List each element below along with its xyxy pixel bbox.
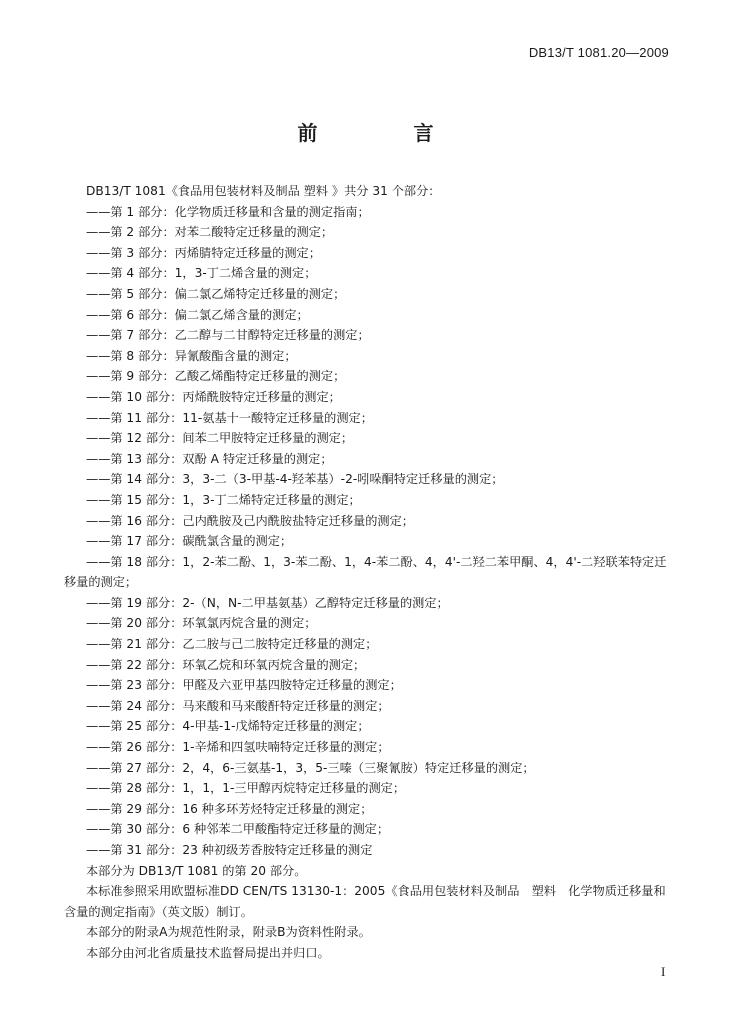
- part-label: ——第 6 部分：: [86, 307, 175, 322]
- part-text: 1，3-丁二烯特定迁移量的测定；: [182, 492, 361, 507]
- part-text: 16 种多环芳烃特定迁移量的测定；: [182, 801, 373, 816]
- part-text: 6 种邻苯二甲酸酯特定迁移量的测定；: [182, 822, 390, 837]
- part-text: 乙二胺与己二胺特定迁移量的测定；: [182, 637, 378, 652]
- part-label: ——第 24 部分：: [86, 698, 183, 713]
- part-label: ——第 15 部分：: [86, 492, 183, 507]
- list-item: [64, 222, 674, 243]
- list-item: [64, 758, 674, 779]
- list-item: [64, 202, 674, 223]
- paragraph: 本部分的附录A为规范性附录，附录B为资料性附录。: [86, 925, 371, 940]
- part-text: 3，3-二（3-甲基-4-羟苯基）-2-吲哚酮特定迁移量的测定；: [182, 472, 504, 487]
- part-text: 1，3-丁二烯含量的测定；: [174, 266, 317, 281]
- part-label: ——第 23 部分：: [86, 678, 183, 693]
- part-label: ——第 14 部分：: [86, 472, 183, 487]
- part-label: ——第 5 部分：: [86, 286, 175, 301]
- part-text: 间苯二甲胺特定迁移量的测定；: [182, 431, 354, 446]
- list-item: [64, 634, 674, 655]
- part-text: 23 种初级芳香胺特定迁移量的测定: [182, 843, 373, 857]
- list-item: [64, 593, 674, 614]
- part-text: 环氧乙烷和环氧丙烷含量的测定；: [182, 657, 366, 672]
- part-label: ——第 20 部分：: [86, 616, 183, 631]
- part-text: 马来酸和马来酸酐特定迁移量的测定；: [182, 698, 390, 713]
- part-text: 丙烯腈特定迁移量的测定；: [174, 245, 321, 260]
- part-label: ——第 31 部分：: [86, 843, 183, 857]
- part-text: 1-辛烯和四氢呋喃特定迁移量的测定；: [182, 740, 390, 755]
- list-item: [64, 799, 674, 820]
- paragraph: 本标准参照采用欧盟标准DD CEN/TS 13130-1：2005《食品用包装材料及制品 塑料 化学物质迁移量和含量的测定指南》（英文版）制订。: [64, 884, 666, 919]
- part-label: ——第 18 部分：: [86, 554, 183, 569]
- part-label: ——第 10 部分：: [86, 389, 183, 404]
- part-label: ——第 29 部分：: [86, 801, 183, 816]
- part-text: 双酚 A 特定迁移量的测定；: [182, 451, 333, 466]
- part-text: 1，2-苯二酚、1，3-苯二酚、1，4-苯二酚、4，4'-二羟二苯甲酮、4，4'-二羟联苯特定迁移量的测定；: [64, 554, 667, 590]
- part-text: 丙烯酰胺特定迁移量的测定；: [182, 389, 341, 404]
- part-text: 对苯二酸特定迁移量的测定；: [174, 225, 334, 240]
- list-item: [64, 428, 674, 449]
- part-text: 碳酰氯含量的测定；: [182, 534, 293, 549]
- list-item: [64, 469, 674, 490]
- part-label: ——第 30 部分：: [86, 822, 183, 837]
- part-label: ——第 22 部分：: [86, 657, 183, 672]
- list-item: [64, 284, 674, 305]
- list-item: [64, 552, 674, 593]
- part-label: ——第 21 部分：: [86, 637, 183, 652]
- list-item: [64, 243, 674, 264]
- parts-list: [64, 202, 674, 861]
- list-item: [64, 263, 674, 284]
- part-text: 4-甲基-1-戊烯特定迁移量的测定；: [182, 719, 370, 734]
- part-text: 2，4，6-三氨基-1，3，5-三嗪（三聚氰胺）特定迁移量的测定；: [182, 760, 535, 775]
- part-label: ——第 27 部分：: [86, 760, 183, 775]
- page-number: I: [661, 964, 666, 979]
- list-item: [64, 511, 674, 532]
- list-item: [64, 366, 674, 387]
- part-label: ——第 19 部分：: [86, 595, 183, 610]
- intro-paragraph: DB13/T 1081《食品用包装材料及制品 塑料 》共分 31 个部分：: [86, 184, 441, 198]
- part-label: ——第 11 部分：: [86, 410, 183, 425]
- list-item: [64, 655, 674, 676]
- list-item: [64, 675, 674, 696]
- list-item: [64, 613, 674, 634]
- list-item: [64, 325, 674, 346]
- part-label: ——第 1 部分：: [86, 204, 175, 219]
- part-text: 异氰酸酯含量的测定；: [174, 348, 297, 363]
- list-item: [64, 408, 674, 429]
- part-text: 化学物质迁移量和含量的测定指南；: [174, 204, 370, 219]
- part-text: 环氧氯丙烷含量的测定；: [182, 616, 317, 631]
- part-text: 乙二醇与二甘醇特定迁移量的测定；: [174, 328, 370, 343]
- list-item: [64, 387, 674, 408]
- list-item: [64, 716, 674, 737]
- list-item: [64, 696, 674, 717]
- list-item: [64, 531, 674, 552]
- list-item: [64, 840, 674, 861]
- standard-code: DB13/T 1081.20—2009: [528, 45, 669, 60]
- list-item: [64, 449, 674, 470]
- paragraph: 本部分为 DB13/T 1081 的第 20 部分。: [86, 863, 307, 878]
- list-item: [64, 778, 674, 799]
- closing-paragraphs: [64, 861, 674, 964]
- part-label: ——第 17 部分：: [86, 534, 183, 549]
- part-text: 偏二氯乙烯特定迁移量的测定；: [174, 286, 346, 301]
- part-label: ——第 12 部分：: [86, 431, 183, 446]
- part-label: ——第 8 部分：: [86, 348, 175, 363]
- list-item: [64, 305, 674, 326]
- part-label: ——第 9 部分：: [86, 369, 175, 384]
- part-label: ——第 26 部分：: [86, 740, 183, 755]
- part-text: 偏二氯乙烯含量的测定；: [174, 307, 309, 322]
- list-item: [64, 346, 674, 367]
- part-label: ——第 16 部分：: [86, 513, 183, 528]
- list-item: [64, 819, 674, 840]
- document-body: [64, 181, 674, 964]
- part-text: 己内酰胺及己内酰胺盐特定迁移量的测定；: [182, 513, 414, 528]
- part-label: ——第 13 部分：: [86, 451, 183, 466]
- part-text: 乙酸乙烯酯特定迁移量的测定；: [174, 369, 346, 384]
- part-label: ——第 7 部分：: [86, 328, 175, 343]
- paragraph: 本部分由河北省质量技术监督局提出并归口。: [86, 945, 330, 960]
- list-item: [64, 737, 674, 758]
- part-text: 2-（N，N-二甲基氨基）乙醇特定迁移量的测定；: [182, 595, 449, 610]
- part-label: ——第 2 部分：: [86, 225, 175, 240]
- part-label: ——第 28 部分：: [86, 781, 183, 796]
- part-label: ——第 4 部分：: [86, 266, 175, 281]
- part-text: 1，1，1-三甲醇丙烷特定迁移量的测定；: [182, 781, 406, 796]
- page-title: 前 言: [297, 121, 472, 145]
- list-item: [64, 490, 674, 511]
- part-text: 甲醛及六亚甲基四胺特定迁移量的测定；: [182, 678, 402, 693]
- part-label: ——第 25 部分：: [86, 719, 183, 734]
- part-text: 11-氨基十一酸特定迁移量的测定；: [182, 410, 373, 425]
- part-label: ——第 3 部分：: [86, 245, 175, 260]
